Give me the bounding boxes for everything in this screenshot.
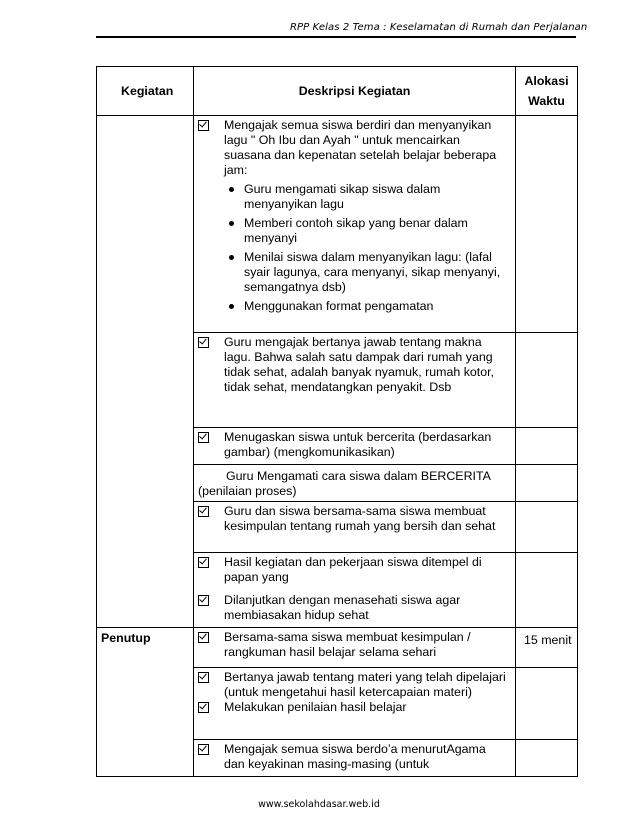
bullet-icon <box>224 299 244 314</box>
checkbox-checked-icon <box>198 504 224 517</box>
deskripsi-cell <box>194 428 516 465</box>
deskripsi-cell <box>194 333 516 428</box>
header-kegiatan: Kegiatan <box>97 67 194 116</box>
checkbox-checked-icon <box>198 593 224 606</box>
checkbox-checked-icon <box>198 700 224 713</box>
checkbox-checked-icon <box>198 555 224 568</box>
alokasi-cell <box>516 428 578 465</box>
bullet-icon <box>224 182 244 212</box>
checklist-item: Bersama-sama siswa membuat kesimpulan / rangkuman hasil belajar selama sehari <box>198 630 509 660</box>
alokasi-cell <box>516 116 578 333</box>
list-item: Memberi contoh sikap yang benar dalam menyanyi <box>224 216 509 246</box>
alokasi-cell <box>516 740 578 777</box>
checklist-item: Hasil kegiatan dan pekerjaan siswa ditempel di papan yang <box>198 555 509 585</box>
checklist-item: Dilanjutkan dengan menasehati siswa agar membiasakan hidup sehat <box>198 593 509 623</box>
deskripsi-cell <box>194 668 516 740</box>
table-row <box>97 628 578 668</box>
kegiatan-cell: Penutup <box>97 628 194 777</box>
bullet-list <box>224 182 509 314</box>
alokasi-cell: 15 menit <box>516 628 578 668</box>
alokasi-cell <box>516 333 578 428</box>
table-row <box>97 116 578 333</box>
deskripsi-cell <box>194 740 516 777</box>
checklist-item: Menugaskan siswa untuk bercerita (berdasarkan gambar) (mengkomunikasikan) <box>198 430 509 460</box>
checkbox-checked-icon <box>198 742 224 755</box>
bullet-icon <box>224 216 244 246</box>
checkbox-checked-icon <box>198 430 224 443</box>
list-item: Guru mengamati sikap siswa dalam menyanyikan lagu <box>224 182 509 212</box>
plain-text: (penilaian proses) <box>198 484 297 498</box>
plain-text: Guru Mengamati cara siswa dalam BERCERITA <box>226 469 491 483</box>
checklist-item: Bertanya jawab tentang materi yang telah dipelajari (untuk mengetahui hasil ketercapaian materi) <box>198 670 509 700</box>
bullet-icon <box>224 250 244 295</box>
checklist-item: Mengajak semua siswa berdo’a menurutAgama dan keyakinan masing-masing (untuk <box>198 742 509 772</box>
alokasi-cell <box>516 553 578 628</box>
list-item: Menilai siswa dalam menyanyikan lagu: (lafal syair lagunya, cara menyanyi, sikap menyanyi, semangatnya dsb) <box>224 250 509 295</box>
header-rule <box>96 36 576 38</box>
page-header: RPP Kelas 2 Tema : Keselamatan di Rumah dan Perjalanan <box>290 22 588 33</box>
deskripsi-cell <box>194 502 516 553</box>
deskripsi-cell <box>194 628 516 668</box>
checklist-item: Guru dan siswa bersama-sama siswa membuat kesimpulan tentang rumah yang bersih dan sehat <box>198 504 509 534</box>
checklist-item <box>198 118 509 314</box>
item-text: Mengajak semua siswa berdiri dan menyanyikan lagu " Oh Ibu dan Ayah " untuk mencairkan suasana dan kepenatan setelah belajar beberapa jam: <box>224 118 497 177</box>
page-footer: www.sekolahdasar.web.id <box>258 799 380 810</box>
lesson-table <box>96 66 578 777</box>
checkbox-checked-icon <box>198 630 224 643</box>
header-alokasi: Alokasi Waktu <box>516 67 578 116</box>
checkbox-checked-icon <box>198 118 224 131</box>
list-item: Menggunakan format pengamatan <box>224 299 509 314</box>
checklist-item: Melakukan penilaian hasil belajar <box>198 700 509 715</box>
checklist-item: Guru mengajak bertanya jawab tentang makna lagu. Bahwa salah satu dampak dari rumah yang tidak sehat, adalah banyak nyamuk, rumah kotor, tidak sehat, mendatangkan penyakit. Dsb <box>198 335 509 395</box>
alokasi-cell <box>516 465 578 502</box>
kegiatan-cell-empty <box>97 116 194 628</box>
alokasi-cell <box>516 668 578 740</box>
table-header-row <box>97 67 578 116</box>
deskripsi-cell <box>194 465 516 502</box>
header-deskripsi: Deskripsi Kegiatan <box>194 67 516 116</box>
checkbox-checked-icon <box>198 335 224 348</box>
checkbox-checked-icon <box>198 670 224 683</box>
alokasi-cell <box>516 502 578 553</box>
deskripsi-cell <box>194 116 516 333</box>
deskripsi-cell <box>194 553 516 628</box>
